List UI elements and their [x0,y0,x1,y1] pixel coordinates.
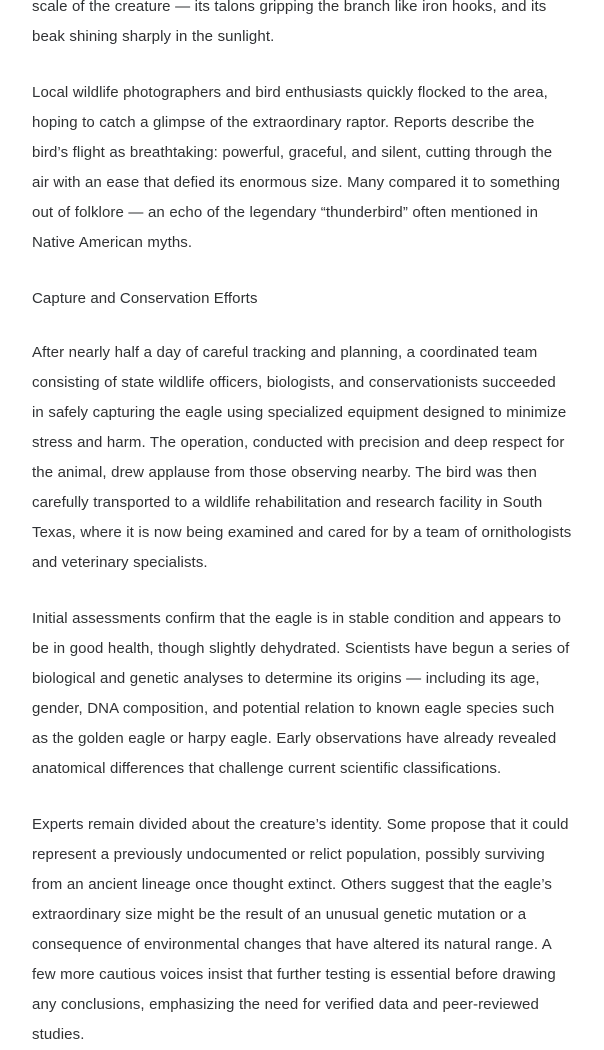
paragraph: After nearly half a day of careful tracking and planning, a coordinated team consisting of state wildlife officers, biologists, and conservationists succeeded in safely capturing the eagle using specialized equipment designed to minimize stress and harm. The operation, conducted with precision and deep respect for the animal, drew applause from those observing nearby. The bird was then carefully transported to a wildlife rehabilitation and research facility in South Texas, where it is now being examined and cared for by a team of ornithologists and veterinary specialists. [32,344,572,571]
paragraph: Initial assessments confirm that the eagle is in stable condition and appears to be in good health, though slightly dehydrated. Scientists have begun a series of biological and genetic analyses to determine its origins — including its age, gender, DNA composition, and potential relation to known eagle species such as the golden eagle or harpy eagle. Early observations have already revealed anatomical differences that challenge current scientific classifications. [32,610,570,777]
paragraph: scale of the creature — its talons gripping the branch like iron hooks, and its beak shining sharply in the sunlight. [32,0,547,45]
paragraph: Local wildlife photographers and bird enthusiasts quickly flocked to the area, hoping to catch a glimpse of the extraordinary raptor. Reports describe the bird’s flight as breathtaking: powerful, graceful, and silent, cutting through the air with an ease that defied its enormous size. Many compared it to something out of folklore — an echo of the legendary “thunderbird” often mentioned in Native American myths. [32,84,561,251]
section-heading: Capture and Conservation Efforts [32,290,258,307]
paragraph: Experts remain divided about the creature’s identity. Some propose that it could represent a previously undocumented or relict population, possibly surviving from an ancient lineage once thought extinct. Others suggest that the eagle’s extraordinary size might be the result of an unusual genetic mutation or a consequence of environmental changes that have altered its natural range. A few more cautious voices insist that further testing is essential before drawing any conclusions, emphasizing the need for verified data and peer-reviewed studies. [32,816,569,1043]
